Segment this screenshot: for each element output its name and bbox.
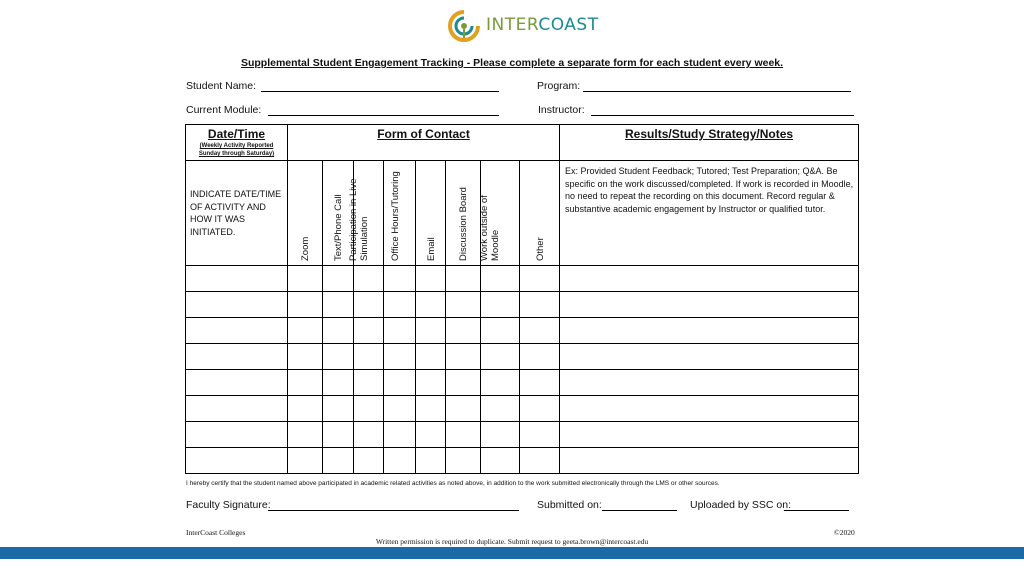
table-row[interactable] — [186, 448, 859, 474]
results-note: Ex: Provided Student Feedback; Tutored; Test Preparation; Q&A. Be specific on the work discussed/completed. If work is recorded in Moodle, no need to repeat the recording on this document. Record regular & substantive academic engagement by Instructor or qualified tutor. — [560, 161, 859, 266]
intercoast-logo — [446, 8, 616, 44]
date-time-header: Date/Time (Weekly Activity Reported Sunday through Saturday) — [186, 125, 288, 161]
current-module-label: Current Module: — [186, 104, 262, 116]
table-header-row — [186, 125, 859, 161]
instructor-line[interactable] — [591, 115, 854, 116]
form-of-contact-header: Form of Contact — [288, 125, 560, 161]
table-row[interactable] — [186, 344, 859, 370]
contact-other: Other — [520, 161, 560, 266]
program-label: Program: — [537, 80, 581, 92]
contact-text-phone: Text/Phone Call — [323, 161, 354, 266]
contact-discussion-board: Discussion Board — [446, 161, 481, 266]
intercoast-logo-icon — [446, 8, 482, 44]
intercoast-wordmark: INTERCOAST — [486, 15, 599, 35]
engagement-table — [185, 124, 859, 474]
contact-live-simulation: Participation in Live Simulation — [354, 161, 384, 266]
current-module-line[interactable] — [268, 115, 499, 116]
footer-copyright: ©2020 — [834, 528, 855, 537]
uploaded-by-ssc-line[interactable] — [784, 510, 849, 511]
footer-org: InterCoast Colleges — [186, 528, 246, 537]
table-row[interactable] — [186, 292, 859, 318]
program-line[interactable] — [583, 91, 851, 92]
form-title: Supplemental Student Engagement Tracking - Please complete a separate form for each student every week. — [240, 57, 784, 69]
student-name-line[interactable] — [261, 91, 499, 92]
table-row[interactable] — [186, 422, 859, 448]
contact-email: Email — [416, 161, 446, 266]
faculty-signature-label: Faculty Signature: — [186, 499, 271, 511]
submitted-on-label: Submitted on: — [537, 499, 602, 511]
table-row[interactable] — [186, 370, 859, 396]
footer-permission: Written permission is required to duplicate. Submit request to geeta.brown@intercoast.edu — [375, 537, 649, 546]
contact-zoom: Zoom — [288, 161, 323, 266]
indicate-instructions: INDICATE DATE/TIME OF ACTIVITY AND HOW IT WAS INITIATED. — [186, 161, 288, 266]
table-row[interactable] — [186, 396, 859, 422]
table-row[interactable] — [186, 318, 859, 344]
instructor-label: Instructor: — [538, 104, 585, 116]
uploaded-by-ssc-label: Uploaded by SSC on: — [690, 499, 791, 511]
submitted-on-line[interactable] — [602, 510, 677, 511]
contact-office-hours: Office Hours/Tutoring — [384, 161, 416, 266]
table-row[interactable] — [186, 266, 859, 292]
faculty-signature-line[interactable] — [268, 510, 519, 511]
results-header: Results/Study Strategy/Notes — [560, 125, 859, 161]
certification-text: I hereby certify that the student named above participated in academic related activities as noted above, in addition to the work submitted electronically through the LMS or other sources. — [186, 480, 720, 487]
contact-work-outside-moodle: Work outside of Moodle — [481, 161, 520, 266]
student-name-label: Student Name: — [186, 80, 257, 92]
table-subheader-row — [186, 161, 859, 266]
bottom-bar — [0, 547, 1024, 559]
